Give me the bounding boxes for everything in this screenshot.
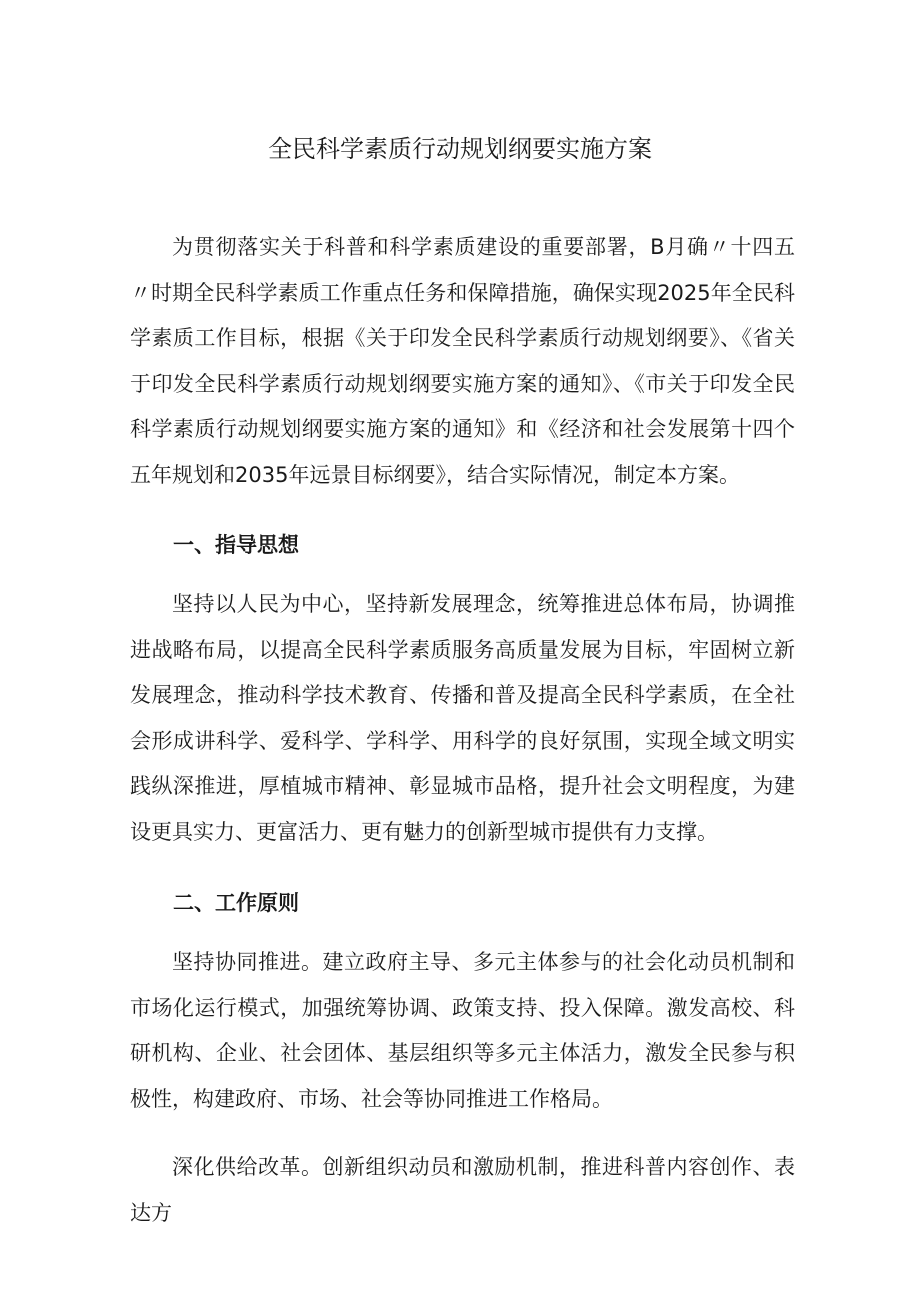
document-title: 全民科学素质行动规划纲要实施方案 [268, 135, 652, 163]
section-paragraph: 坚持协同推进。建立政府主导、多元主体参与的社会化动员机制和市场化运行模式，加强统筹协调、政策支持、投入保障。激发高校、科研机构、企业、社会团体、基层组织等多元主体活力，激发全民参与积极性，构建政府、市场、社会等协同推进工作格局。 [130, 950, 795, 1111]
section-heading-guiding-ideology: 一、指导思想 [173, 533, 299, 557]
section-paragraph: 坚持以人民为中心，坚持新发展理念，统筹推进总体布局，协调推进战略布局，以提高全民科学素质服务高质量发展为目标，牢固树立新发展理念，推动科学技术教育、传播和普及提高全民科学素质，在全社会形成讲科学、爱科学、学科学、用科学的良好氛围，实现全域文明实践纵深推进，厚植城市精神、彰显城市品格，提升社会文明程度，为建设更具实力、更富活力、更有魅力的创新型城市提供有力支撑。 [130, 592, 795, 844]
intro-paragraph: 为贯彻落实关于科普和科学素质建设的重要部署，B月确〃十四五〃时期全民科学素质工作重点任务和保障措施，确保实现2025年全民科学素质工作目标，根据《关于印发全民科学素质行动规划纲要》、《省关于印发全民科学素质行动规划纲要实施方案的通知》、《市关于印发全民科学素质行动规划纲要实施方案的通知》和《经济和社会发展第十四个五年规划和2035年远景目标纲要》，结合实际情况，制定本方案。 [130, 235, 795, 487]
section-paragraph: 深化供给改革。创新组织动员和激励机制，推进科普内容创作、表达方 [130, 1155, 795, 1225]
section-heading-work-principles: 二、工作原则 [173, 891, 299, 915]
